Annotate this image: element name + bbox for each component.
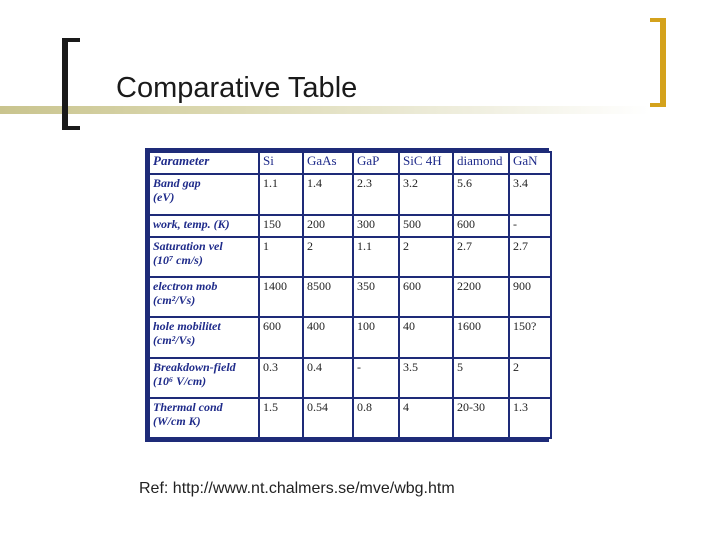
param-unit: (cm²/Vs) bbox=[153, 333, 196, 348]
value-cell: 2.7 bbox=[454, 238, 508, 276]
value-cell: 150 bbox=[260, 216, 302, 236]
value-cell: 150? bbox=[510, 318, 550, 356]
value-cell: 0.3 bbox=[260, 359, 302, 397]
value-cell: 5.6 bbox=[454, 175, 508, 213]
value-cell: 350 bbox=[354, 278, 398, 316]
header-cell-si: Si bbox=[260, 153, 302, 173]
param-label: work, temp. (K) bbox=[153, 216, 230, 231]
left-bracket-decoration bbox=[62, 38, 80, 130]
value-cell: 600 bbox=[400, 278, 452, 316]
value-cell: 8500 bbox=[304, 278, 352, 316]
value-cell: 2 bbox=[510, 359, 550, 397]
param-unit: (W/cm K) bbox=[153, 413, 201, 428]
param-label: hole mobilitet bbox=[153, 319, 221, 334]
param-unit: (cm²/Vs) bbox=[153, 293, 196, 308]
header-cell-sic4h: SiC 4H bbox=[400, 153, 452, 173]
table-row bbox=[150, 318, 550, 356]
value-cell: 1400 bbox=[260, 278, 302, 316]
value-cell: 3.5 bbox=[400, 359, 452, 397]
param-label: electron mob bbox=[153, 279, 218, 294]
param-label: Band gap bbox=[153, 176, 201, 191]
header-cell-gan: GaN bbox=[510, 153, 550, 173]
value-cell: 40 bbox=[400, 318, 452, 356]
table-header-row bbox=[150, 153, 550, 173]
param-cell bbox=[150, 238, 258, 276]
value-cell: 1.5 bbox=[260, 399, 302, 437]
table-row bbox=[150, 238, 550, 276]
reference-text: Ref: http://www.nt.chalmers.se/mve/wbg.htm bbox=[139, 480, 455, 497]
table-row bbox=[150, 216, 550, 236]
value-cell: - bbox=[510, 216, 550, 236]
value-cell: 600 bbox=[454, 216, 508, 236]
value-cell: 0.8 bbox=[354, 399, 398, 437]
header-cell-parameter: Parameter bbox=[150, 153, 258, 173]
param-cell bbox=[150, 318, 258, 356]
value-cell: 2.3 bbox=[354, 175, 398, 213]
value-cell: 20-30 bbox=[454, 399, 508, 437]
value-cell: 1.1 bbox=[354, 238, 398, 276]
title-underline bbox=[0, 106, 650, 114]
value-cell: 1.4 bbox=[304, 175, 352, 213]
param-cell bbox=[150, 216, 258, 236]
comparison-table-frame bbox=[145, 148, 549, 442]
param-unit: (10⁷ cm/s) bbox=[153, 252, 203, 267]
param-label: Saturation vel bbox=[153, 238, 223, 253]
table-row bbox=[150, 175, 550, 213]
value-cell: 500 bbox=[400, 216, 452, 236]
value-cell: 0.4 bbox=[304, 359, 352, 397]
param-cell bbox=[150, 175, 258, 213]
param-unit: (eV) bbox=[153, 190, 175, 205]
param-unit: (10⁶ V/cm) bbox=[153, 373, 207, 388]
value-cell: 3.4 bbox=[510, 175, 550, 213]
value-cell: 2200 bbox=[454, 278, 508, 316]
value-cell: - bbox=[354, 359, 398, 397]
param-cell bbox=[150, 399, 258, 437]
value-cell: 5 bbox=[454, 359, 508, 397]
value-cell: 1 bbox=[260, 238, 302, 276]
value-cell: 300 bbox=[354, 216, 398, 236]
param-label: Thermal cond bbox=[153, 399, 223, 414]
value-cell: 200 bbox=[304, 216, 352, 236]
value-cell: 1.3 bbox=[510, 399, 550, 437]
value-cell: 100 bbox=[354, 318, 398, 356]
value-cell: 1600 bbox=[454, 318, 508, 356]
header-cell-gaas: GaAs bbox=[304, 153, 352, 173]
value-cell: 2 bbox=[304, 238, 352, 276]
param-cell bbox=[150, 278, 258, 316]
table-row bbox=[150, 399, 550, 437]
value-cell: 600 bbox=[260, 318, 302, 356]
value-cell: 2.7 bbox=[510, 238, 550, 276]
header-cell-gap: GaP bbox=[354, 153, 398, 173]
slide-title: Comparative Table bbox=[116, 72, 358, 104]
table-row bbox=[150, 278, 550, 316]
param-cell bbox=[150, 359, 258, 397]
table-row bbox=[150, 359, 550, 397]
value-cell: 400 bbox=[304, 318, 352, 356]
value-cell: 900 bbox=[510, 278, 550, 316]
header-cell-diamond: diamond bbox=[454, 153, 508, 173]
comparison-table bbox=[148, 151, 552, 439]
value-cell: 4 bbox=[400, 399, 452, 437]
value-cell: 3.2 bbox=[400, 175, 452, 213]
value-cell: 0.54 bbox=[304, 399, 352, 437]
value-cell: 1.1 bbox=[260, 175, 302, 213]
param-label: Breakdown-field bbox=[153, 359, 236, 374]
right-bracket-decoration bbox=[650, 18, 666, 107]
value-cell: 2 bbox=[400, 238, 452, 276]
